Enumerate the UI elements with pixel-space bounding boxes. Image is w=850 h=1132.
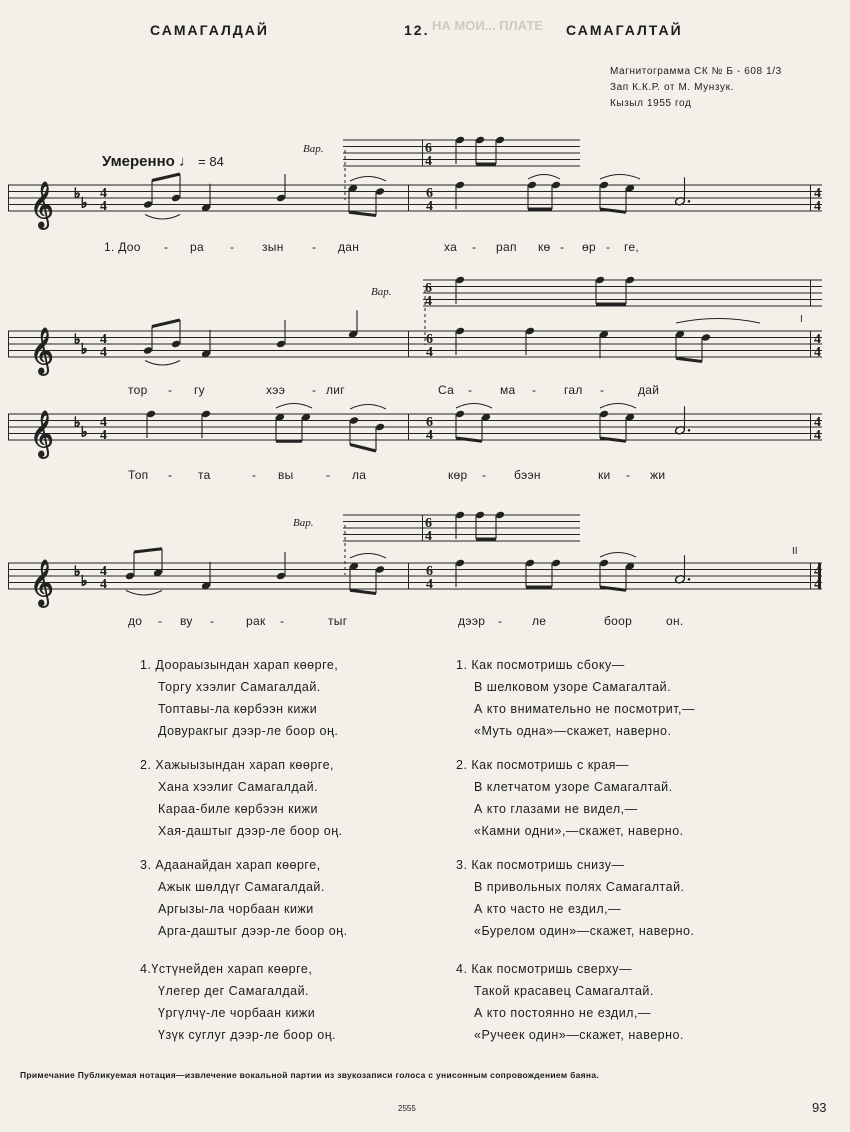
verse-line: «Муть одна»—скажет, наверно. [474,724,672,738]
syllable: ле [532,614,547,628]
verse-line: Аргызы-ла чорбаан кижи [158,902,314,916]
source-line: Магнитограмма СК № Б - 608 1/3 [610,66,782,77]
barline [8,414,9,440]
quarter-note-icon: ♩ [178,153,194,170]
syllable: ки [598,468,611,482]
time-signature-bottom: 4 [426,199,433,214]
verse-line: «Ручеек один»—скажет, наверно. [474,1028,684,1042]
verse-line: «Камни одни»,—скажет, наверно. [474,824,684,838]
syllable: 1. Доо [104,240,141,254]
treble-clef-icon: 𝄞 [30,560,54,606]
dot [688,578,691,581]
verse-line: А кто часто не ездил,— [474,902,622,916]
time-signature-top: 4 [100,564,107,579]
slur [350,554,386,559]
beam [456,438,482,441]
variant-label: Вар. [293,517,314,529]
time-signature-top: 4 [814,415,821,430]
variant-label: Вар. [303,143,324,155]
syllable: вы [278,468,294,482]
syllable: он. [666,614,684,628]
time-signature-bottom: 4 [426,345,433,360]
verse-block [140,754,348,854]
source-line: Кызыл 1955 год [610,98,692,109]
syllable: гу [194,383,205,397]
slur [145,215,180,220]
flat-icon: ♭ [74,185,81,202]
time-signature-top: 6 [425,281,432,296]
syllable: та [198,468,211,482]
verse-line: Үзүк суглуг дээр-ле боор оң. [158,1028,337,1042]
syllable: - [498,614,503,628]
barline [810,185,811,211]
verses-tuvan [140,654,348,1046]
beam [152,174,180,181]
staff [423,280,822,306]
dot [688,200,691,203]
time-signature-top: 4 [814,186,821,201]
verse-line: Ажык шөлдүг Самагалдай. [158,880,325,894]
verse-block [140,958,348,1046]
syllable: ма [500,383,516,397]
barline [810,414,811,440]
syllable: - [280,614,285,628]
time-signature-bottom: 4 [425,529,432,544]
slur [600,175,640,180]
beam [600,587,626,590]
syllable: көр [448,468,468,482]
slur [528,175,560,180]
syllable: - [606,240,611,254]
syllable: ву [180,614,193,628]
bleed-through-text: НА МОИ... ПЛАТЕ [432,18,543,33]
verse-line: Хана хээлиг Самагалдай. [158,780,319,794]
time-signature-bottom: 4 [425,154,432,169]
time-signature-bottom: 4 [100,577,107,592]
verse-line: Хая-даштыг дээр-ле боор оң. [158,824,343,838]
syllable: - [532,383,537,397]
syllable: жи [650,468,666,482]
time-signature-bottom: 4 [100,199,107,214]
time-signature-top: 6 [426,415,433,430]
syllable: рак [246,614,266,628]
slur [145,361,180,366]
verse-line: Довуракгыг дээр-ле боор оң. [158,724,339,738]
verse-line: 4. Как посмотришь сверху— [456,962,633,976]
verse-line: «Бурелом один»—скажет, наверно. [474,924,695,938]
source-line: Зап К.К.Р. от М. Мунзук. [610,82,734,93]
song-number: 12. [404,22,430,38]
syllable: Са [438,383,455,397]
treble-clef-icon: 𝄞 [30,411,54,457]
flat-icon: ♭ [74,331,81,348]
slur [676,319,760,324]
verse-line: В клетчатом узоре Самагалтай. [474,780,673,794]
beam [349,212,376,215]
slur [600,404,636,409]
flat-icon: ♭ [81,341,88,358]
slur [350,405,386,410]
beam [152,320,180,327]
staff [343,140,580,166]
barline [422,140,423,166]
repeat-mark-2: II [792,546,798,557]
time-signature-top: 4 [100,332,107,347]
flat-icon: ♭ [81,424,88,441]
syllable: - [230,240,235,254]
flat-icon: ♭ [74,563,81,580]
syllable: - [164,240,169,254]
beam [600,209,626,212]
syllable: дээр [458,614,486,628]
verse-block [140,654,348,754]
verse-line: Топтавы-ла көрбээн кижи [158,702,318,716]
verse-line: Үргүлчү-ле чорбаан кижи [158,1006,316,1020]
syllable: - [210,614,215,628]
syllable: бээн [514,468,541,482]
syllable: - [326,468,331,482]
time-signature-bottom: 4 [814,345,821,360]
verse-line: В привольных полях Самагалтай. [474,880,685,894]
verse-line: 4.Үстүнейден харап көөрге, [140,962,313,976]
repeat-mark-1: I [800,314,803,325]
page-number: 93 [812,1100,827,1115]
syllable: Топ [128,468,149,482]
time-signature-bottom: 4 [814,428,821,443]
verse-line: 1. Как посмотришь сбоку— [456,658,625,672]
beam [600,438,626,441]
verse-line: Торгу хээлиг Самагалдай. [158,680,321,694]
syllable: тыг [328,614,348,628]
time-signature-bottom: 4 [814,199,821,214]
staff [343,515,580,541]
verse-line: Арга-даштыг дээр-ле боор оң. [158,924,348,938]
barline [8,185,9,211]
verse-line: 2. Хажыызындан харап көөрге, [140,758,334,772]
slur [350,177,386,182]
tempo-text: Умеренно [102,153,175,170]
beam [134,549,162,552]
beam [350,445,376,452]
verse-block [456,754,695,854]
syllable: до [128,614,143,628]
syllable: гал [564,383,583,397]
barline [408,563,409,589]
syllable: - [312,383,317,397]
verse-line: Караа-биле көрбээн кижи [158,802,318,816]
syllable: ге, [624,240,640,254]
syllable: лиг [326,383,345,397]
treble-clef-icon: 𝄞 [30,182,54,228]
syllable: рап [496,240,517,254]
time-signature-top: 4 [100,186,107,201]
metronome-value: = 84 [198,154,224,169]
syllable: дай [638,383,660,397]
time-signature-top: 6 [426,186,433,201]
staff [8,331,822,357]
verse-line: А кто глазами не видел,— [474,802,638,816]
time-signature-top: 4 [100,415,107,430]
time-signature-top: 6 [426,332,433,347]
syllable: - [626,468,631,482]
verse-line: 1. Доораызындан харап көөрге, [140,658,339,672]
verse-line: 3. Как посмотришь снизу— [456,858,625,872]
dot [688,429,691,432]
verse-block [456,654,695,754]
syllable: - [472,240,477,254]
barline [408,414,409,440]
time-signature-bottom: 4 [426,577,433,592]
barline [810,563,811,589]
syllable: - [158,614,163,628]
verses-russian [456,654,695,1046]
syllable: өр [582,240,596,254]
verse-block [456,854,695,958]
print-code: 2555 [398,1104,416,1113]
title-russian: САМАГАЛТАЙ [566,22,683,38]
time-signature-top: 6 [426,564,433,579]
barline [408,331,409,357]
syllable: тор [128,383,148,397]
staff [8,414,822,440]
verse-line: 2. Как посмотришь с края— [456,758,629,772]
syllable: - [168,383,173,397]
flat-icon: ♭ [81,573,88,590]
syllable: - [482,468,487,482]
time-signature-bottom: 4 [100,345,107,360]
time-signature-top: 6 [425,516,432,531]
syllable: - [560,240,565,254]
time-signature-top: 6 [425,141,432,156]
time-signature-top: 4 [814,564,821,579]
staff [8,185,822,211]
syllable: зын [262,240,284,254]
syllable: - [252,468,257,482]
slur [126,591,162,596]
flat-icon: ♭ [81,195,88,212]
syllable: боор [604,614,633,628]
barline [422,515,423,541]
flat-icon: ♭ [74,414,81,431]
verse-line: 3. Адаанайдан харап көөрге, [140,858,321,872]
time-signature-bottom: 4 [814,577,821,592]
barline [8,563,9,589]
syllable: дан [338,240,360,254]
beam [676,358,702,361]
syllable: кө [538,240,551,254]
verse-line: Такой красавец Самагалтай. [474,984,654,998]
time-signature-bottom: 4 [425,294,432,309]
barline [8,331,9,357]
verse-line: Үлегер дег Самагалдай. [158,984,310,998]
syllable: ра [190,240,204,254]
variant-label: Вар. [371,286,392,298]
barline [810,280,811,306]
slur [600,553,636,558]
verse-line: В шелковом узоре Самагалтай. [474,680,672,694]
syllable: хээ [266,383,286,397]
syllable: - [468,383,473,397]
syllable: - [600,383,605,397]
treble-clef-icon: 𝄞 [30,328,54,374]
verse-block [140,854,348,958]
syllable: - [312,240,317,254]
time-signature-top: 4 [814,332,821,347]
syllable: - [168,468,173,482]
syllable: ха [444,240,458,254]
footnote: Примечание Публикуемая нотация—извлечение вокальной партии из звукозаписи голоса с унисонным сопровождением баяна. [20,1070,600,1080]
verse-line: А кто внимательно не посмотрит,— [474,702,696,716]
verse-block [456,958,695,1046]
time-signature-bottom: 4 [100,428,107,443]
time-signature-bottom: 4 [426,428,433,443]
syllable: ла [352,468,367,482]
slur [276,404,312,409]
beam [350,590,376,593]
title-tuvan: САМАГАЛДАЙ [150,22,269,38]
barline [408,185,409,211]
verse-line: А кто постоянно не ездил,— [474,1006,651,1020]
slur [456,404,492,409]
barline [810,331,811,357]
